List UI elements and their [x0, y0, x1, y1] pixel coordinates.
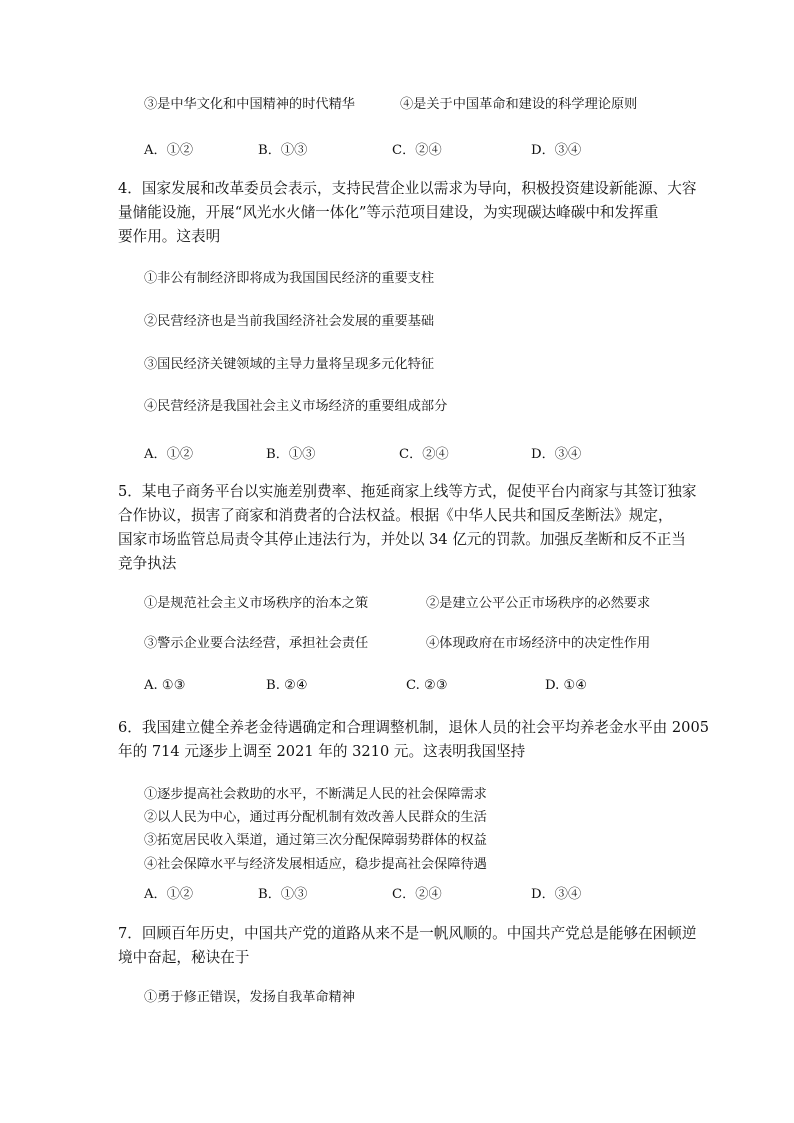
- choice-c: C．②④: [399, 447, 449, 462]
- q6-statement-2: ②以人民为中心，通过再分配机制有效改善人民群众的生活: [144, 810, 487, 825]
- q5-choices: [0, 678, 794, 698]
- choice-b: B．①③: [258, 887, 308, 902]
- q5-stem-line-2: 合作协议，损害了商家和消费者的合法权益。根据《中华人民共和国反垄断法》规定，: [118, 507, 673, 524]
- choice-a: A. ①③: [144, 678, 186, 693]
- q4-statement-2: ②民营经济也是当前我国经济社会发展的重要基础: [144, 314, 435, 329]
- q6-statement-3: ③拓宽居民收入渠道，通过第三次分配保障弱势群体的权益: [144, 833, 487, 848]
- choice-b: B. ②④: [266, 678, 308, 693]
- q4-stem-line-1: 4．国家发展和改革委员会表示，支持民营企业以需求为导向，积极投资建设新能源、大容: [118, 180, 697, 197]
- choice-a: A．①②: [144, 143, 194, 158]
- choice-b: B．①③: [258, 143, 308, 158]
- choice-a: A．①②: [144, 447, 194, 462]
- q6-choices: [0, 883, 794, 903]
- q6-statement-1: ①逐步提高社会救助的水平，不断满足人民的社会保障需求: [144, 787, 487, 802]
- q6-statement-4: ④社会保障水平与经济发展相适应，稳步提高社会保障待遇: [144, 857, 487, 872]
- choice-d: D．③④: [531, 887, 582, 902]
- q3-statement-3: ③是中华文化和中国精神的时代精华: [144, 97, 355, 112]
- q6-stem-line-2: 年的 714 元逐步上调至 2021 年的 3210 元。这表明我国坚持: [118, 743, 526, 760]
- choice-a: A．①②: [144, 887, 194, 902]
- q7-statement-1: ①勇于修正错误，发扬自我革命精神: [144, 990, 355, 1005]
- q4-stem-line-3: 要作用。这表明: [118, 228, 221, 245]
- q3-statement-4: ④是关于中国革命和建设的科学理论原则: [400, 97, 638, 112]
- q5-statement-2: ②是建立公平公正市场秩序的必然要求: [426, 596, 651, 611]
- q5-statement-3: ③警示企业要合法经营，承担社会责任: [144, 636, 369, 651]
- choice-c: C．②④: [392, 887, 442, 902]
- q4-statement-3: ③国民经济关键领域的主导力量将呈现多元化特征: [144, 357, 435, 372]
- q4-statement-4: ④民营经济是我国社会主义市场经济的重要组成部分: [144, 399, 448, 414]
- q5-stem-line-1: 5．某电子商务平台以实施差别费率、拖延商家上线等方式，促使平台内商家与其签订独家: [118, 483, 697, 500]
- q4-choices: [0, 443, 794, 463]
- q5-statement-4: ④体现政府在市场经济中的决定性作用: [426, 636, 651, 651]
- choice-c: C．②④: [392, 143, 442, 158]
- choice-d: D. ①④: [545, 678, 588, 693]
- choice-b: B．①③: [266, 447, 316, 462]
- q5-statement-1: ①是规范社会主义市场秩序的治本之策: [144, 596, 369, 611]
- choice-d: D．③④: [531, 447, 582, 462]
- q5-stem-line-4: 竞争执法: [118, 555, 177, 572]
- q4-stem-line-2: 量储能设施，开展“风光水火储一体化”等示范项目建设，为实现碳达峰碳中和发挥重: [118, 204, 659, 221]
- q5-stem-line-3: 国家市场监管总局责令其停止违法行为，并处以 34 亿元的罚款。加强反垄断和反不正当: [118, 531, 686, 548]
- q4-statement-1: ①非公有制经济即将成为我国国民经济的重要支柱: [144, 271, 435, 286]
- choice-c: C. ②③: [406, 678, 448, 693]
- q7-stem-line-2: 境中奋起，秘诀在于: [118, 949, 250, 966]
- q3-choices: [0, 139, 794, 159]
- q6-stem-line-1: 6．我国建立健全养老金待遇确定和合理调整机制，退休人员的社会平均养老金水平由 2005: [118, 719, 710, 736]
- choice-d: D．③④: [531, 143, 582, 158]
- q7-stem-line-1: 7．回顾百年历史，中国共产党的道路从来不是一帆风顺的。中国共产党总是能够在困顿逆: [118, 925, 697, 942]
